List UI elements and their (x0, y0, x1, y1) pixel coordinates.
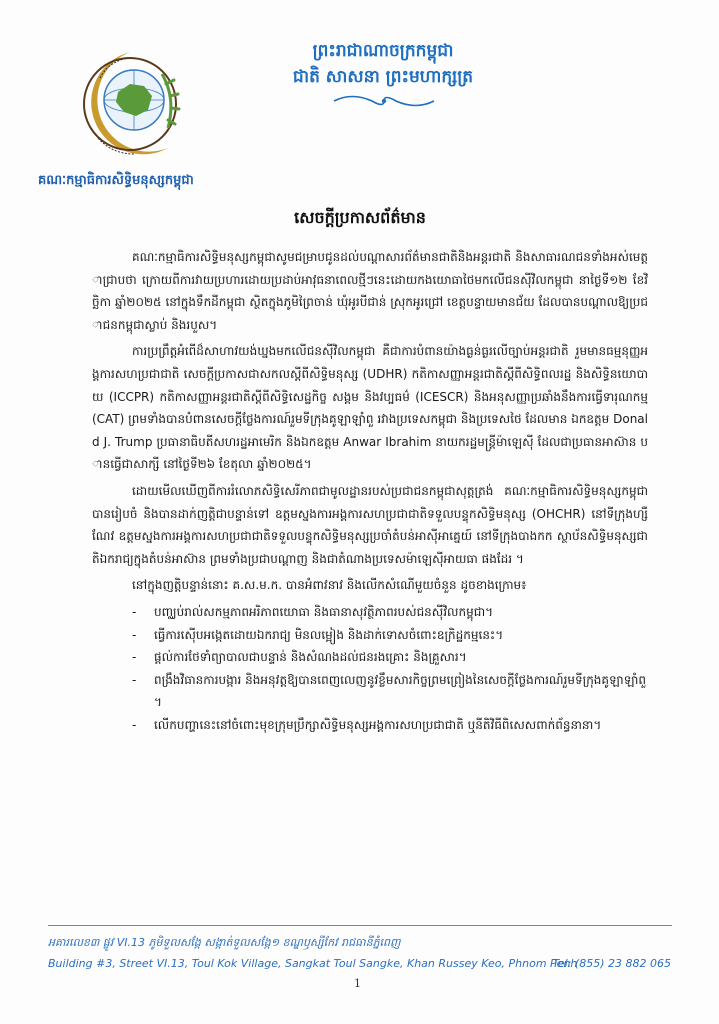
paragraph: នៅក្នុងញត្តិបន្ទាន់នោះ គ.ស.ម.ក. បានអំពាវនាវ និងលើកសំណើមួយចំនួន ដូចខាងក្រោម៖ (132, 578, 527, 593)
bullet-dash: - (132, 627, 137, 642)
list-item: - លើកបញ្ហានេះនៅចំពោះមុខក្រុមប្រឹក្សាសិទ្ធិមនុស្សអង្គការសហប្រជាជាតិ ឬនីតិវិធីពិសេសពាក់ព័ន្ធនានា។ (92, 714, 648, 737)
page-number: 1 (354, 977, 361, 990)
list-item: - ធ្វើការស៊ើបអង្កេតដោយឯករាជ្យ មិនលម្អៀង និងដាក់ទោសចំពោះឧក្រិដ្ឋកម្មនេះ។ (92, 624, 648, 647)
paragraph: ដោយមើលឃើញពីការរំលោភសិទ្ធិសេរីភាពជាមូលដ្ឋានរបស់ប្រជាជនកម្ពុជាសុត្តត្រង់ គណៈកម្មាធិការសិទ្ធិមនុស្សកម្ពុជា បានរៀបចំ និងបានដាក់ញត្តិជាបន្ទាន់ទៅ ឧត្តមស្នងការអង្គការសហប្រជាជាតិទទួលបន្ទុកសិទ្ធិមនុស្ស (OHCHR) នៅទីក្រុងហ្សឺណែវ ឧត្តមស្នងការអង្គការសហប្រជាជាតិទទួលបន្ទុកសិទ្ធិមនុស្សប្រចាំតំបន់អាស៊ីអាគ្នេយ៍ នៅទីក្រុងបាងកក ស្ថាប័នសិទ្ធិមនុស្សជាតិឯករាជ្យក្នុងតំបន់អាស៊ាន ព្រមទាំងប្រជាបណ្តាញ និងជាតំណាងប្រទេសម៉ាឡេស៊ីអាយធា ផងដែរ ។ (92, 483, 648, 566)
demands-list (92, 601, 648, 737)
document-body (92, 246, 648, 736)
footer-address-khmer: អគារលេខ៣ ផ្លូវ VI.13 ភូមិទួលសង្កែ សង្កាត់ទួលសង្កែ១ ខណ្ឌឫស្សីកែវ រាជធានីភ្នំពេញ (48, 936, 401, 949)
paragraph: គណៈកម្មាធិការសិទ្ធិមនុស្សកម្ពុជាសូមជម្រាបជូនដល់បណ្តាសារព័ត៌មានជាតិនិងអន្តរជាតិ និងសាធារណជនទាំងអស់មេត្តាជ្រាបថា ក្រោយពីការវាយប្រហារដោយប្រដាប់អាវុធនាពេលថ្មីៗនេះដោយកងយោធាថៃមកលើជនស៊ីវិលកម្ពុជា នាថ្ងៃទី១២ ខែវិច្ឆិកា ឆ្នាំ២០២៥ នៅក្នុងទឹកដីកម្ពុជា ស្ថិតក្នុងភូមិព្រៃចាន់ ឃុំអូរបីជាន់ ស្រុកអូរជ្រៅ ខេត្តបន្ទាយមានជ័យ ដែលបានបណ្តាលឱ្យប្រជាជនកម្ពុជាស្លាប់ និងរបួស។ (92, 250, 648, 332)
bullet-dash: - (132, 672, 137, 687)
national-motto: ជាតិ សាសនា ព្រះមហាក្សត្រ (292, 67, 474, 87)
footer-telephone: Tel: (855) 23 882 065 (552, 957, 671, 970)
bullet-dash: - (132, 604, 137, 619)
document-title: សេចក្តីប្រកាសព័ត៌មាន (294, 208, 426, 227)
list-item: - ផ្តល់ការថែទាំព្យាបាលជាបន្ទាន់ និងសំណងដល់ជនរងគ្រោះ និងគ្រួសារ។ (92, 646, 648, 669)
bullet-dash: - (132, 717, 137, 732)
list-item: - ពង្រឹងវិធានការបង្ការ និងអនុវត្តឱ្យបានពេញលេញនូវខ្លឹមសារកិច្ចព្រមព្រៀងនៃសេចក្តីថ្លែងការណ៍រួមទីក្រុងគូឡាឡាំពួ។ (92, 669, 648, 714)
ornament-divider-icon (332, 92, 436, 110)
bullet-dash: - (132, 650, 137, 665)
kingdom-heading: ព្រះរាជាណាចក្រកម្ពុជា (312, 41, 454, 61)
footer-address-english: Building #3, Street VI.13, Toul Kok Village, Sangkat Toul Sangke, Khan Russey Keo, Phnom Penh (48, 957, 578, 970)
footer-divider (48, 925, 672, 926)
commission-logo (78, 48, 182, 166)
organization-name: គណៈកម្មាធិការសិទ្ធិមនុស្សកម្ពុជា (38, 173, 194, 188)
paragraph: ការប្រព្រឹត្តអំពើដ៏សាហាវយង់ឃ្នងមកលើជនស៊ីវិលកម្ពុជា គឺជាការបំពានយ៉ាងធ្ងន់ធ្ងរលើច្បាប់អន្តរជាតិ រួមមានធម្មនុញ្ញអង្គការសហប្រជាជាតិ សេចក្តីប្រកាសជាសកលស្តីពីសិទ្ធិមនុស្ស (UDHR) កតិកាសញ្ញាអន្តរជាតិស្តីពីសិទ្ធិពលរដ្ឋ និងសិទ្ធិនយោបាយ (ICCPR) កតិកាសញ្ញាអន្តរជាតិស្តីពីសិទ្ធិសេដ្ឋកិច្ច សង្គម និងវប្បធម៌ (ICESCR) និងអនុសញ្ញាប្រឆាំងនឹងការធ្វើទារុណកម្ម (CAT) ព្រមទាំងបានបំពានសេចក្តីថ្លែងការណ៍រួមទីក្រុងគូឡាឡាំពួ រវាងប្រទេសកម្ពុជា និងប្រទេសថៃ ដែលមាន ឯកឧត្តម Donald J. Trump ប្រធានាធិបតីសហរដ្ឋអាមេរិក និងឯកឧត្តម Anwar Ibrahim នាយករដ្ឋមន្ត្រីម៉ាឡេស៊ី ដែលជាប្រធានអាស៊ាន បានធ្វើជាសាក្សី នៅថ្ងៃទី២៦ ខែតុលា ឆ្នាំ២០២៥។ (92, 344, 648, 472)
list-item: - បញ្ឈប់រាល់សកម្មភាពអរិភាពយោធា និងធានាសុវត្ថិភាពរបស់ជនស៊ីវិលកម្ពុជា។ (92, 601, 648, 624)
